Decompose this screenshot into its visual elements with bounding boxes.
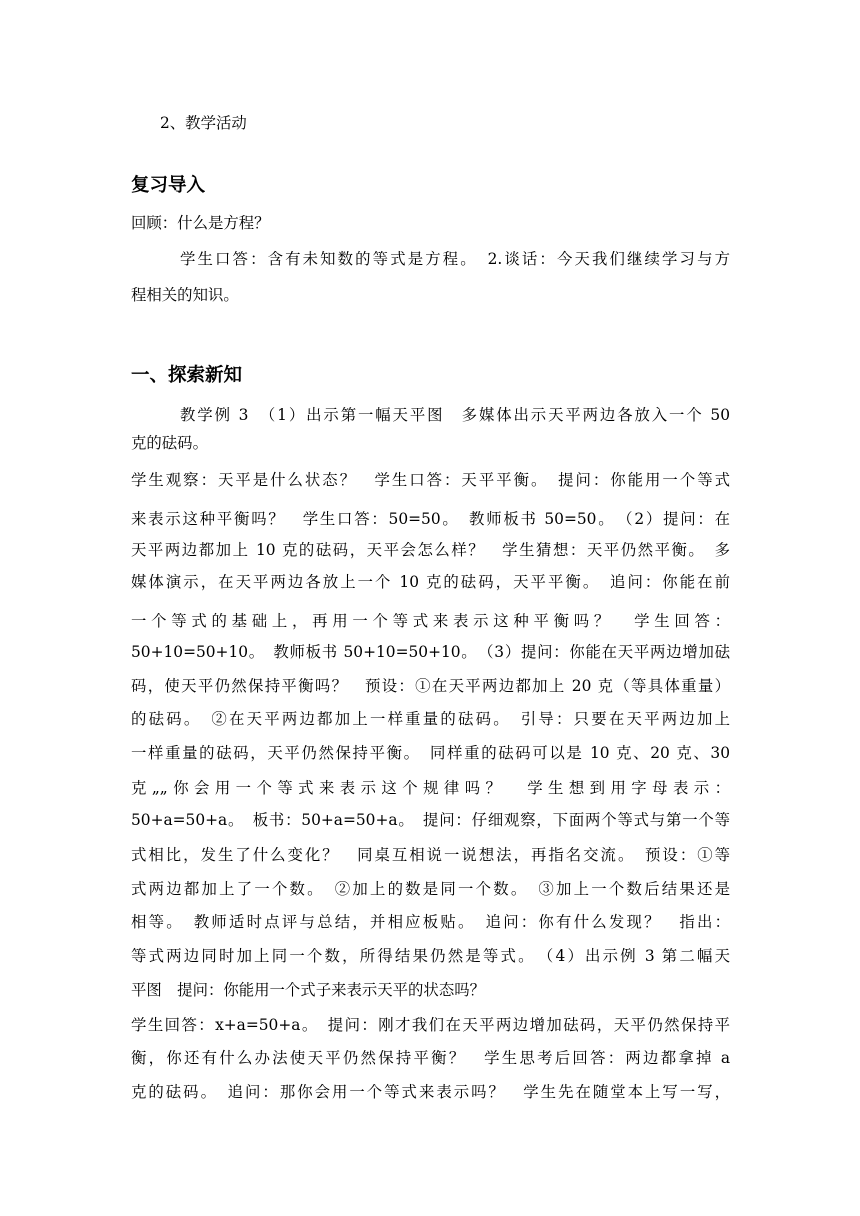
section-label: 2、教学活动 — [160, 114, 247, 132]
review-line: 程相关的知识。 — [131, 286, 239, 304]
explore-line: 50+10=50+10。 教师板书 50+10=50+10。 （3）提问：你能在天平两边增加砝 — [131, 643, 730, 661]
explore-line: 码，使天平仍然保持平衡吗？ 预设：①在天平两边都加上 20 克（等具体重量） — [131, 677, 730, 695]
explore-line: 克„„你会用一个等式来表示这个规律吗？ 学生想到用字母表示： — [131, 779, 730, 797]
review-line: 回顾：什么是方程？ — [131, 214, 270, 232]
explore-line: 克的砝码。 — [131, 434, 208, 452]
explore-line: 的砝码。 ②在天平两边都加上一样重量的砝码。 引导：只要在天平两边加上 — [131, 710, 730, 728]
review-heading: 复习导入 — [131, 175, 206, 196]
explore-line: 学生观察：天平是什么状态？ 学生口答：天平平衡。 提问：你能用一个等式 — [131, 471, 730, 489]
explore-line: 50+a=50+a。 板书：50+a=50+a。 提问：仔细观察，下面两个等式与第一个等 — [131, 811, 730, 829]
review-line: 学生口答：含有未知数的等式是方程。 2.谈话：今天我们继续学习与方 — [180, 250, 730, 268]
explore-line: 平图 提问：你能用一个式子来表示天平的状态吗？ — [131, 981, 485, 999]
explore-line: 天平两边都加上 10 克的砝码，天平会怎么样？ 学生猜想：天平仍然平衡。 多 — [131, 541, 730, 559]
explore-line: 一样重量的砝码，天平仍然保持平衡。 同样重的砝码可以是 10 克、20 克、30 — [131, 744, 730, 762]
explore-line: 学生回答：x+a=50+a。 提问：刚才我们在天平两边增加砝码，天平仍然保持平 — [131, 1016, 730, 1034]
explore-line: 来表示这种平衡吗？ 学生口答：50=50。 教师板书 50=50。 （2）提问：在 — [131, 510, 730, 528]
explore-line: 式两边都加上了一个数。 ②加上的数是同一个数。 ③加上一个数后结果还是 — [131, 880, 730, 898]
explore-line: 克的砝码。 追问：那你会用一个等式来表示吗？ 学生先在随堂本上写一写， — [131, 1083, 730, 1101]
explore-line: 相等。 教师适时点评与总结，并相应板贴。 追问：你有什么发现？ 指出： — [131, 913, 730, 931]
explore-line: 教学例 3 （1）出示第一幅天平图 多媒体出示天平两边各放入一个 50 — [180, 406, 730, 424]
explore-line: 一个等式的基础上，再用一个等式来表示这种平衡吗？ 学生回答： — [131, 612, 730, 630]
explore-line: 等式两边同时加上同一个数，所得结果仍然是等式。 （4）出示例 3 第二幅天 — [131, 947, 730, 965]
explore-heading: 一、探索新知 — [131, 365, 243, 386]
explore-line: 式相比，发生了什么变化？ 同桌互相说一说想法，再指名交流。 预设：①等 — [131, 846, 730, 864]
explore-line: 媒体演示，在天平两边各放上一个 10 克的砝码，天平平衡。 追问：你能在前 — [131, 573, 730, 591]
explore-line: 衡，你还有什么办法使天平仍然保持平衡？ 学生思考后回答：两边都拿掉 a — [131, 1049, 730, 1067]
